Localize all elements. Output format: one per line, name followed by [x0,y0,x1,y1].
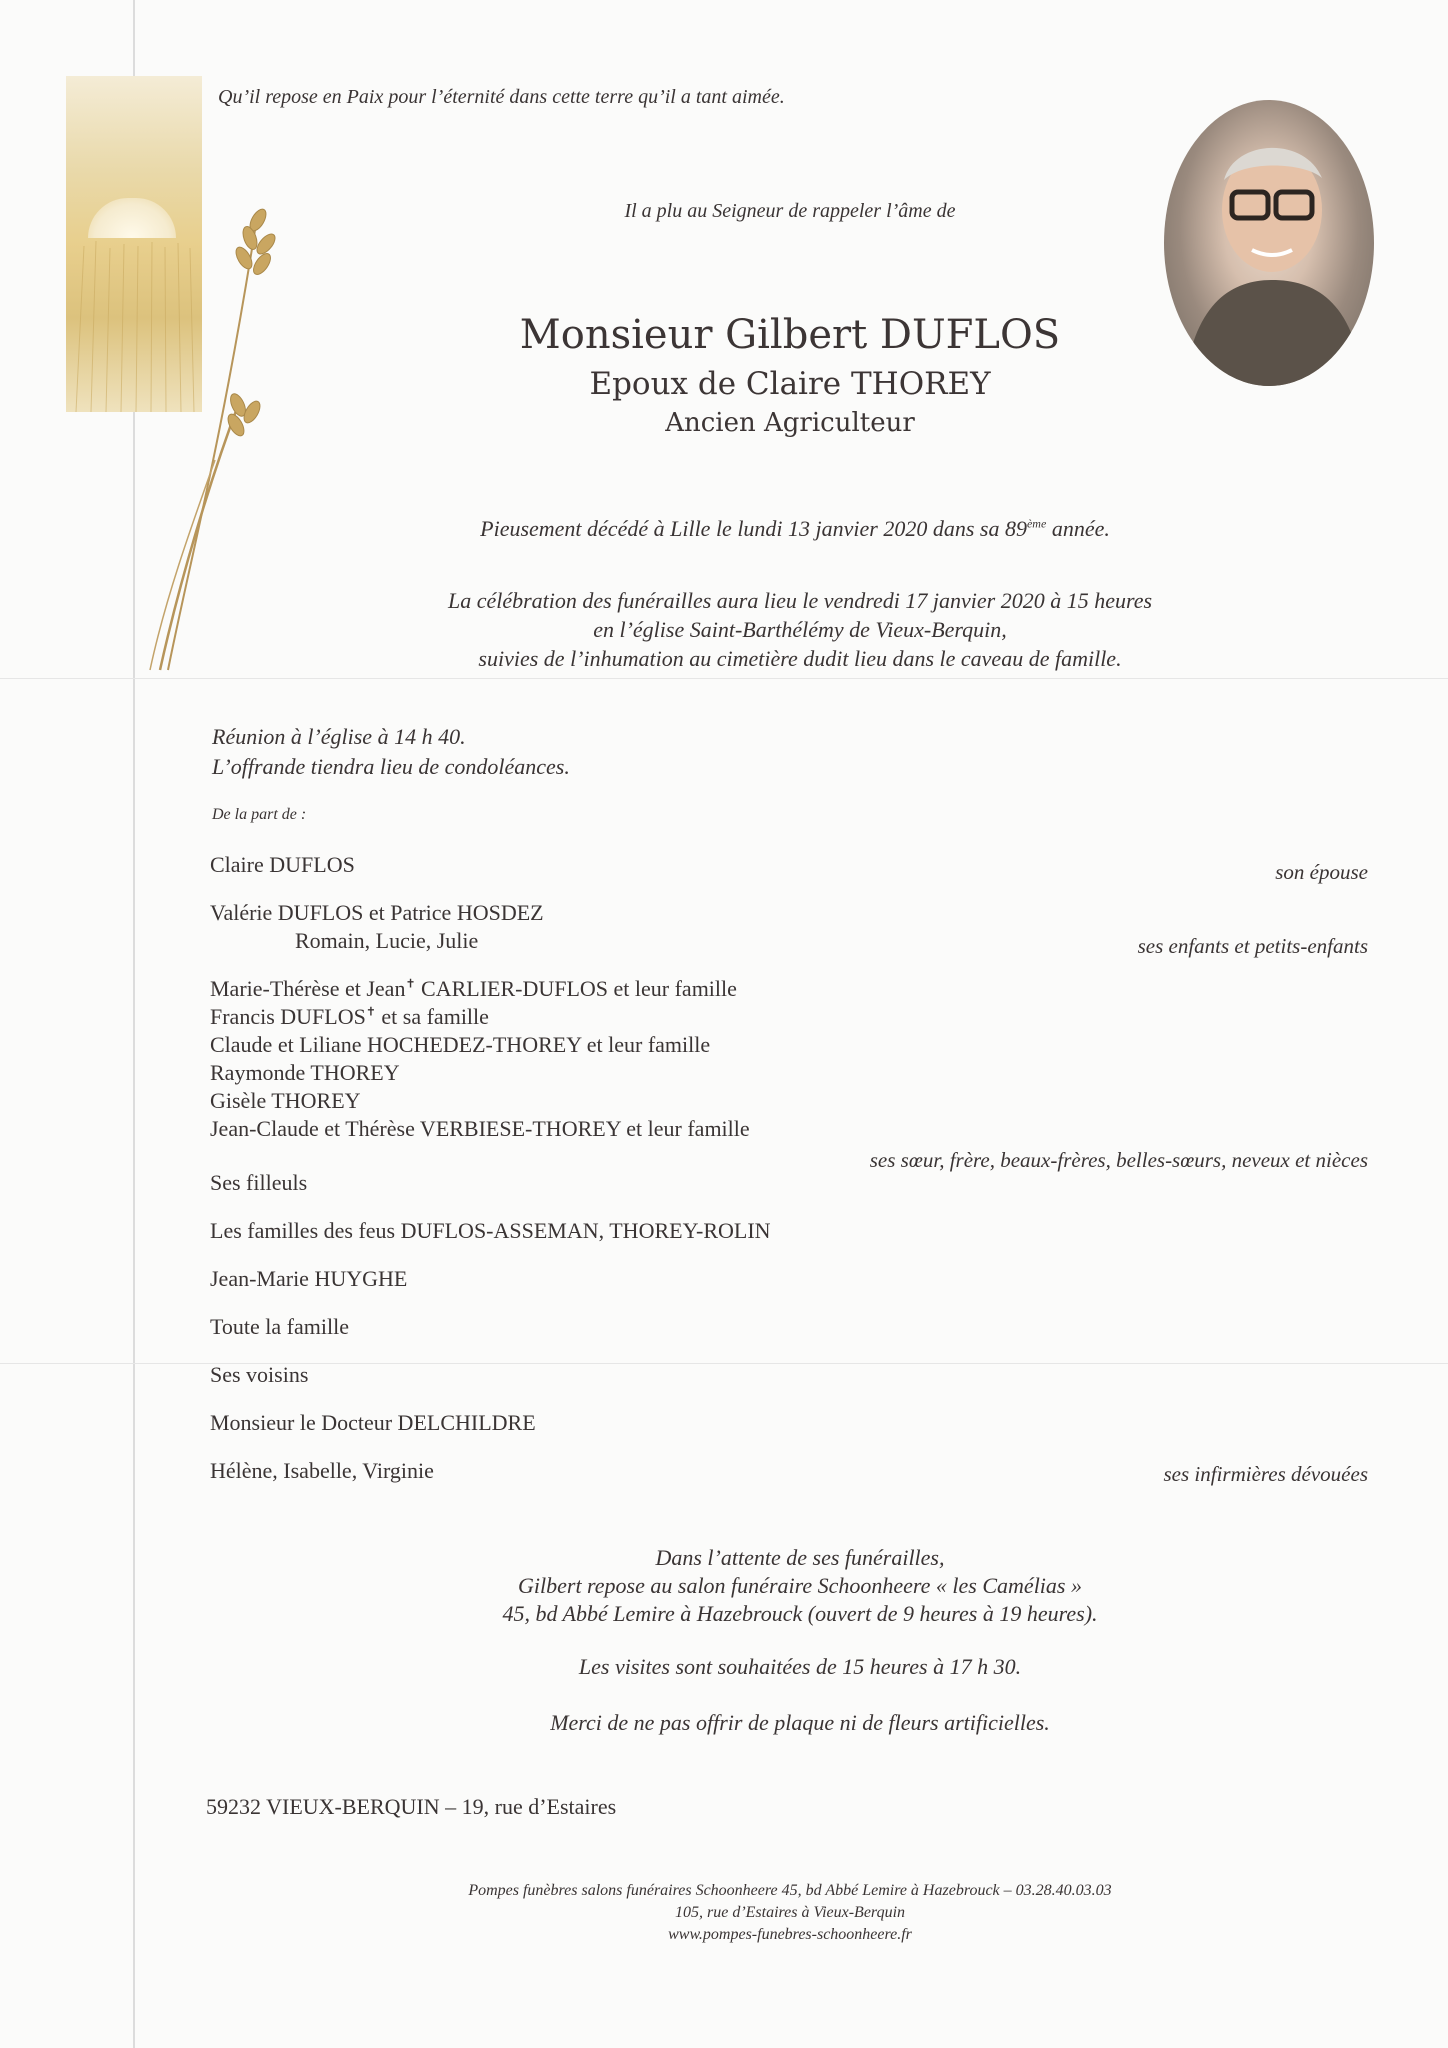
family-member-suffix: CARLIER-DUFLOS et leur famille [415,976,737,1001]
occupation: Ancien Agriculteur [665,408,915,438]
death-notice-end: année. [1046,516,1110,541]
epigraph: Qu’il repose en Paix pour l’éternité dans cette terre qu’il a tant aimée. [218,86,785,108]
rest-line: Gilbert repose au salon funéraire Schoonheere « les Camélias » [518,1573,1082,1598]
funeral-home-footer [340,1880,1240,1946]
footer-line: Pompes funèbres salons funéraires Schoonheere 45, bd Abbé Lemire à Hazebrouck – 03.28.40.03.03 [468,1882,1112,1899]
death-notice [390,516,1200,542]
family-member: Valérie DUFLOS et Patrice HOSDEZ [210,900,544,925]
spouse-line: Epoux de Claire THOREY [589,366,991,402]
visits-text: Les visites sont souhaitées de 15 heures à 17 h 30. [578,1654,1022,1679]
family-member: Claire DUFLOS [210,852,355,877]
family-member: Hélène, Isabelle, Virginie [210,1458,434,1483]
family-member: Ses voisins [210,1362,309,1387]
family-member [210,976,737,1002]
cross-icon: ✝ [405,976,416,991]
family-member-name: Francis DUFLOS [210,1004,366,1029]
family-member: Les familles des feus DUFLOS-ASSEMAN, THOREY-ROLIN [210,1218,771,1243]
wheat-ear-illustration [120,200,300,680]
deceased-name: Monsieur Gilbert DUFLOS [519,312,1061,358]
family-member: Monsieur le Docteur DELCHILDRE [210,1410,536,1435]
death-notice-text: Pieusement décédé à Lille le lundi 13 janvier 2020 dans sa 89 [480,516,1027,541]
intro-text: Il a plu au Seigneur de rappeler l’âme de [624,200,956,222]
no-flowers-text: Merci de ne pas offrir de plaque ni de fleurs artificielles. [550,1710,1050,1735]
funeral-line: La célébration des funérailles aura lieu le vendredi 17 janvier 2020 à 15 heures [447,588,1153,613]
funeral-block [340,586,1260,673]
family-member-name: Marie-Thérèse et Jean [210,976,406,1001]
death-notice-superscript: ème [1026,516,1047,531]
meeting-line: L’offrande tiendra lieu de condoléances. [212,754,570,779]
relation-label: ses infirmières dévouées [1163,1462,1368,1486]
family-member: Jean-Marie HUYGHE [210,1266,408,1291]
family-member: Jean-Claude et Thérèse VERBIESE-THOREY et leur famille [210,1116,750,1141]
family-member: Raymonde THOREY [210,1060,400,1085]
family-member: Ses filleuls [210,1170,308,1195]
family-member [210,1004,489,1030]
rest-line: Dans l’attente de ses funérailles, [655,1545,945,1570]
footer-website: www.pompes-funebres-schoonheere.fr [668,1926,912,1943]
meeting-line: Réunion à l’église à 14 h 40. [212,724,466,749]
funeral-line: suivies de l’inhumation au cimetière dudit lieu dans le caveau de famille. [478,646,1122,671]
footer-line: 105, rue d’Estaires à Vieux-Berquin [674,1904,906,1921]
portrait-photo [1164,100,1374,386]
family-member: Gisèle THOREY [210,1088,361,1113]
meeting-block [212,722,570,782]
portrait-figure [1164,100,1374,386]
relation-label: ses enfants et petits-enfants [1137,934,1368,958]
cross-icon: ✝ [365,1004,376,1019]
family-member: Romain, Lucie, Julie [295,928,479,953]
rest-line: 45, bd Abbé Lemire à Hazebrouck (ouvert de 9 heures à 19 heures). [502,1601,1098,1626]
relation-label: son épouse [1275,860,1368,884]
rest-block [390,1544,1210,1628]
funeral-line: en l’église Saint-Barthélémy de Vieux-Berquin, [593,617,1007,642]
family-member: Claude et Liliane HOCHEDEZ-THOREY et leur famille [210,1032,711,1057]
family-member-suffix: et sa famille [375,1004,489,1029]
family-address: 59232 VIEUX-BERQUIN – 19, rue d’Estaires [206,1794,617,1819]
from-label: De la part de : [212,806,307,823]
relation-label: ses sœur, frère, beaux-frères, belles-sœurs, neveux et nièces [869,1148,1368,1172]
family-member: Toute la famille [210,1314,349,1339]
